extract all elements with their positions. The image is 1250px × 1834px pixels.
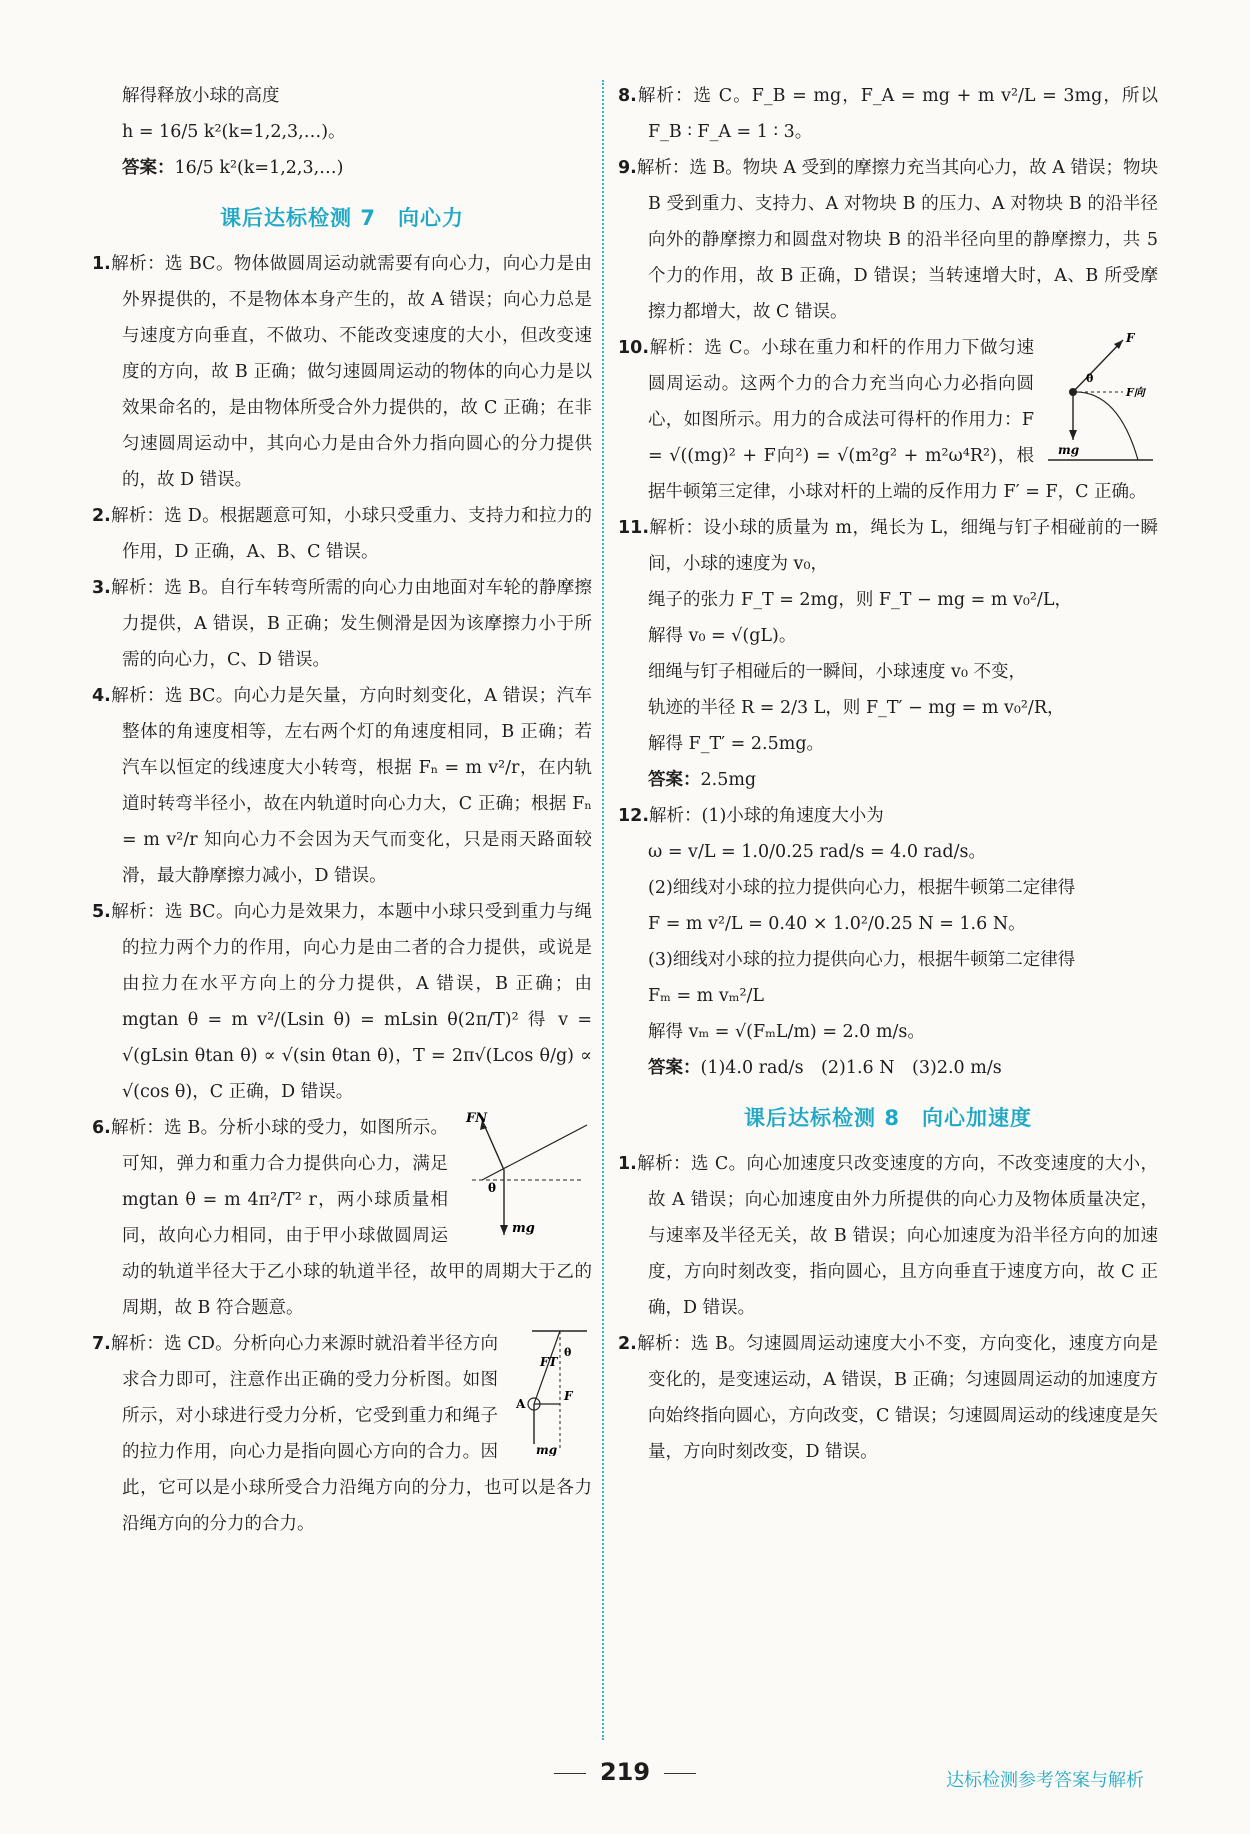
equation: 解得 vₘ = √(FₘL/m) = 2.0 m/s。 bbox=[648, 1022, 925, 1042]
answer-item-3: 3.解析：选 B。自行车转弯所需的向心力由地面对车轮的静摩擦力提供，A 错误，B 正确；发生侧滑是因为该摩擦力小于所需的向心力，C、D 错误。 bbox=[92, 578, 592, 670]
force-diagram-10 bbox=[1048, 330, 1158, 470]
gravity-label: mg bbox=[512, 1221, 535, 1236]
column-divider bbox=[602, 80, 604, 1740]
answer-value: 2.5mg bbox=[700, 770, 757, 790]
answer bbox=[618, 762, 1158, 798]
gravity-label: mg bbox=[1058, 443, 1080, 457]
paragraph: 解得释放小球的高度 bbox=[122, 86, 280, 106]
answer-item-7: FT F θ A mg 7.解析：选 CD。分析向心力来源时就沿着半径方向求合力即可，注意作出正确的受力分析图。如图所示，对小球进行受力分析，它受到重力和绳子的拉力作用，向心力是指向圆心方向的合力。因此，它可以是小球所受合力沿绳方向的分力，也可以是各力沿绳方向的分力的合力。 bbox=[92, 1326, 592, 1542]
answer-label: 答案： bbox=[648, 1058, 701, 1078]
equation: ω = v/L = 1.0/0.25 rad/s = 4.0 rad/s。 bbox=[648, 842, 986, 862]
equation: 解得 v₀ = √(gL)。 bbox=[648, 626, 797, 646]
answer-value: 16/5 k²(k=1,2,3,…) bbox=[174, 158, 344, 178]
answer-item-b1: 1.解析：选 C。向心加速度只改变速度的方向，不改变速度的大小，故 A 错误；向心加速度由外力所提供的向心力及物体质量决定，与速率及半径无关，故 B 错误；向心加速度为沿半径方向的加速度，方向时刻改变，指向圆心，且方向垂直于速度方向，故 C 正确，D 错误。 bbox=[618, 1154, 1158, 1318]
answer-value: (1)4.0 rad/s (2)1.6 N (3)2.0 m/s bbox=[700, 1058, 1002, 1078]
force-diagram-6 bbox=[462, 1110, 592, 1240]
equation: F = m v²/L = 0.40 × 1.0²/0.25 N = 1.6 N。 bbox=[648, 914, 1026, 934]
answer-label: 答案： bbox=[648, 770, 701, 790]
section-heading-8: 课后达标检测 8 向心加速度 bbox=[744, 1106, 1032, 1130]
answer bbox=[618, 1050, 1158, 1086]
paragraph: (2)细线对小球的拉力提供向心力，根据牛顿第二定律得 bbox=[648, 878, 1076, 898]
answer-item-11: 11.解析：设小球的质量为 m，绳长为 L，细绳与钉子相碰前的一瞬间，小球的速度为 v₀， bbox=[618, 518, 1158, 574]
answer-label: 答案： bbox=[122, 158, 175, 178]
gravity-label: mg bbox=[536, 1443, 558, 1456]
tension-label: FT bbox=[540, 1355, 558, 1369]
centripetal-label: F向 bbox=[1126, 386, 1145, 399]
paragraph: (3)细线对小球的拉力提供向心力，根据牛顿第二定律得 bbox=[648, 950, 1076, 970]
equation: h = 16/5 k²(k=1,2,3,…)。 bbox=[122, 122, 346, 142]
answer-item-b2: 2.解析：选 B。匀速圆周运动速度大小不变，方向变化，速度方向是变化的，是变速运动，A 错误，B 正确；匀速圆周运动的加速度方向始终指向圆心，方向改变，C 错误；匀速圆周运动的线速度是矢量，方向时刻改变，D 错误。 bbox=[618, 1334, 1158, 1462]
answer-item-10: F F向 θ mg 10.解析：选 C。小球在重力和杆的作用力下做匀速圆周运动。这两个力的合力充当向心力必指向圆心，如图所示。用力的合成法可得杆的作用力：F = √((mg)² + F向²) = √(m²g² + m²ω⁴R²)，根据牛顿第三定律，小球对杆的上端的反作用力 F′ = F，C 正确。 bbox=[618, 330, 1158, 510]
running-title: 达标检测参考答案与解析 bbox=[946, 1770, 1144, 1791]
equation: 解得 F_T′ = 2.5mg。 bbox=[648, 734, 825, 754]
angle-label: θ bbox=[564, 1346, 572, 1359]
paragraph: 细绳与钉子相碰后的一瞬间，小球速度 v₀ 不变， bbox=[648, 662, 1027, 682]
answer-item-9: 9.解析：选 B。物块 A 受到的摩擦力充当其向心力，故 A 错误；物块 B 受到重力、支持力、A 对物块 B 的压力、A 对物块 B 的沿半径向外的静摩擦力和圆盘对物块 B 的沿半径向里的静摩擦力，共 5 个力的作用，故 B 正确，D 错误；当转速增大时，A、B 所受摩擦力都增大，故 C 错误。 bbox=[618, 158, 1158, 322]
answer-item-6: FN θ mg 6.解析：选 B。分析小球的受力，如图所示。可知，弹力和重力合力提供向心力，满足 mgtan θ = m 4π²/T² r，两小球质量相同，故向心力相同，由于甲小球做圆周运动的轨道半径大于乙小球的轨道半径，故甲的周期大于乙的周期，故 B 符合题意。 bbox=[92, 1111, 592, 1318]
answer-item-12: 12.解析：(1)小球的角速度大小为 bbox=[618, 806, 884, 826]
force-label: FN bbox=[466, 1111, 488, 1126]
point-label: A bbox=[516, 1397, 526, 1411]
equation: 绳子的张力 F_T = 2mg，则 F_T − mg = m v₀²/L， bbox=[648, 590, 1072, 610]
net-force-label: F bbox=[564, 1389, 573, 1403]
answer bbox=[92, 150, 592, 186]
page-number: 219 bbox=[0, 1758, 1250, 1786]
equation: Fₘ = m vₘ²/L bbox=[648, 986, 764, 1006]
answer-item-1: 1.解析：选 BC。物体做圆周运动就需要有向心力，向心力是由外界提供的，不是物体本身产生的，故 A 错误；向心力总是与速度方向垂直，不做功、不能改变速度的大小，但改变速度的方向，故 B 正确；做匀速圆周运动的物体的向心力是以效果命名的，是由物体所受合外力提供的，故 C 正确；在非匀速圆周运动中，其向心力是由合外力指向圆心的分力提供的，故 D 错误。 bbox=[92, 254, 592, 490]
angle-label: θ bbox=[488, 1181, 497, 1195]
answer-item-8: 8.解析：选 C。F_B = mg，F_A = mg + m v²/L = 3mg，所以 F_B ∶ F_A = 1 ∶ 3。 bbox=[618, 86, 1158, 142]
answer-item-5: 5.解析：选 BC。向心力是效果力，本题中小球只受到重力与绳的拉力两个力的作用，向心力是由二者的合力提供，或说是由拉力在水平方向上的分力提供，A 错误，B 正确；由 mgtan θ = m v²/(Lsin θ) = mLsin θ(2π/T)² 得 v = √(gLsin θtan θ) ∝ √(sin θtan θ)，T = 2π√(Lcos θ/g) ∝ √(cos θ)，C 正确，D 错误。 bbox=[92, 902, 592, 1102]
equation: 轨迹的半径 R = 2/3 L，则 F_T′ − mg = m v₀²/R， bbox=[648, 698, 1065, 718]
answer-item-4: 4.解析：选 BC。向心力是矢量，方向时刻变化，A 错误；汽车整体的角速度相等，左右两个灯的角速度相同，B 正确；若汽车以恒定的线速度大小转弯，根据 Fₙ = m v²/r，在内轨道时转弯半径小，故在内轨道时向心力大，C 正确；根据 Fₙ = m v²/r 知向心力不会因为天气而变化，只是雨天路面较滑，最大静摩擦力减小，D 错误。 bbox=[92, 686, 592, 886]
section-heading-7: 课后达标检测 7 向心力 bbox=[220, 206, 464, 230]
force-label: F bbox=[1126, 331, 1135, 345]
angle-label: θ bbox=[1086, 372, 1094, 385]
left-column bbox=[92, 78, 592, 1542]
force-diagram-7 bbox=[512, 1326, 592, 1456]
right-column bbox=[618, 78, 1158, 1470]
answer-item-2: 2.解析：选 D。根据题意可知，小球只受重力、支持力和拉力的作用，D 正确，A、B、C 错误。 bbox=[92, 506, 592, 562]
